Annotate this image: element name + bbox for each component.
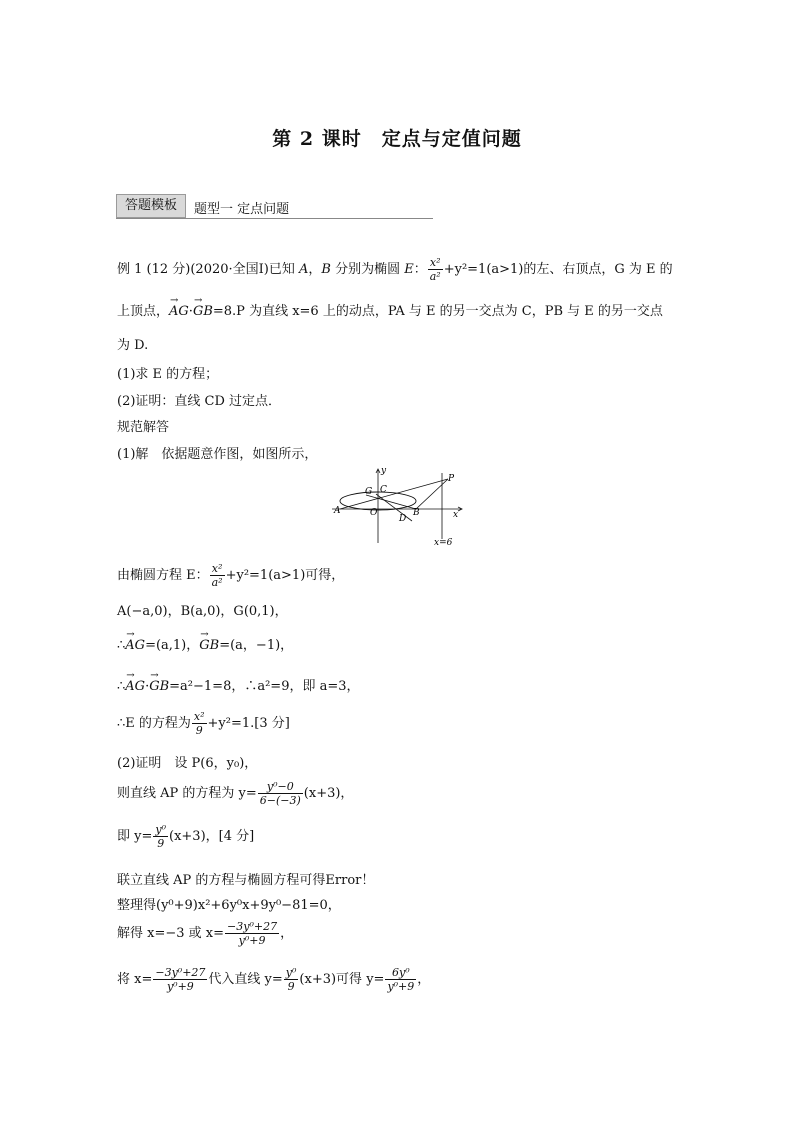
example-line-1: 例 1 (12 分)(2020·全国Ⅰ)已知 A，B 分别为椭圆 E： $\frac{\text{x²}}{\text{a²}}$ +y²=1(a>1)的左、右顶点，G 为 E 的 [117,256,673,283]
solution-line-2: A(−a,0)，B(a,0)，G(0,1)， [117,604,288,619]
fraction: $\frac{\text{x²}}{\text{a²}}$ [429,256,441,283]
solution-line-3: ∴→ AG=(a,1)，→ GB=(a，−1)， [117,634,293,653]
solution-line-9: 联立直线 AP 的方程与椭圆方程可得Error！ [117,873,375,888]
fraction: $\frac{\text{y⁰−0}}{6-(-3)}$ [259,780,301,807]
fraction: $\frac{\text{−3y⁰+27}}{\text{y⁰+9}}$ [155,966,206,993]
solution-line-8: 即 y= $\frac{\text{y⁰}}{9}$ (x+3)，[4 分] [117,823,255,850]
question-2: (2)证明：直线 CD 过定点． [117,394,282,409]
ellipse-figure [330,465,470,547]
fraction: $\frac{\text{y⁰}}{9}$ [285,966,297,993]
section-divider [116,218,433,219]
fraction: $\frac{\text{−3y⁰+27}}{\text{y⁰+9}}$ [227,920,278,947]
solution-line-7: 则直线 AP 的方程为 y= $\frac{\text{y⁰−0}}{6-(-3)}$ (x+3)， [117,780,354,807]
label-p: P [448,474,455,484]
fraction: $\frac{\text{x²}}{\text{a²}}$ [211,562,223,589]
solution-line-1: 由椭圆方程 E： $\frac{\text{x²}}{\text{a²}}$ +y²=1(a>1)可得， [117,562,345,589]
solution-1-intro: (1)解 依据题意作图，如图所示， [117,447,318,462]
label-c: C [380,485,387,495]
example-line-2: 上顶点，→ AG·→ GB=8.P 为直线 x=6 上的动点，PA 与 E 的另一交点为 C，PB 与 E 的另一交点 [117,300,663,319]
label-x: x [453,510,459,520]
label-o: O [370,508,378,518]
label-d: D [399,514,407,524]
label-g: G [365,487,373,497]
label-b: B [413,508,420,518]
solution-line-6: (2)证明 设 P(6，y₀)， [117,756,258,771]
example-line-3: 为 D. [117,338,149,353]
fraction: $\frac{\text{y⁰}}{9}$ [155,823,166,850]
solution-line-5: ∴E 的方程为 $\frac{\text{x²}}{9}$ +y²=1.[3 分] [117,710,290,737]
question-1: (1)求 E 的方程； [117,367,219,382]
page-title: 第 2 课时 定点与定值问题 [272,128,522,150]
solution-line-12: 将 x= $\frac{\text{−3y⁰+27}}{\text{y⁰+9}}$ 代入直线 y= $\frac{\text{y⁰}}{9}$ (x+3)可得 y= $\frac{\text{6y⁰}}{\text{y⁰+9}}$ ， [117,966,431,993]
solution-line-10: 整理得(y⁰+9)x²+6y⁰x+9y⁰−81=0， [117,898,341,913]
solution-line-11: 解得 x=−3 或 x= $\frac{\text{−3y⁰+27}}{\text{y⁰+9}}$ ， [117,920,294,947]
section-label: 题型一 定点问题 [194,202,290,217]
label-x6: x=6 [434,538,453,547]
standard-answer-heading: 规范解答 [117,420,170,435]
section-tag: 答题模板 [116,194,186,218]
line-gb [366,495,416,509]
label-y: y [381,466,387,476]
solution-line-4: ∴→ AG·→ GB=a²−1=8，∴a²=9，即 a=3， [117,675,360,694]
fraction: $\frac{\text{6y⁰}}{\text{y⁰+9}}$ [387,966,415,993]
label-a: A [334,506,341,516]
line-cd [376,494,412,521]
fraction: $\frac{\text{x²}}{9}$ [193,710,205,737]
